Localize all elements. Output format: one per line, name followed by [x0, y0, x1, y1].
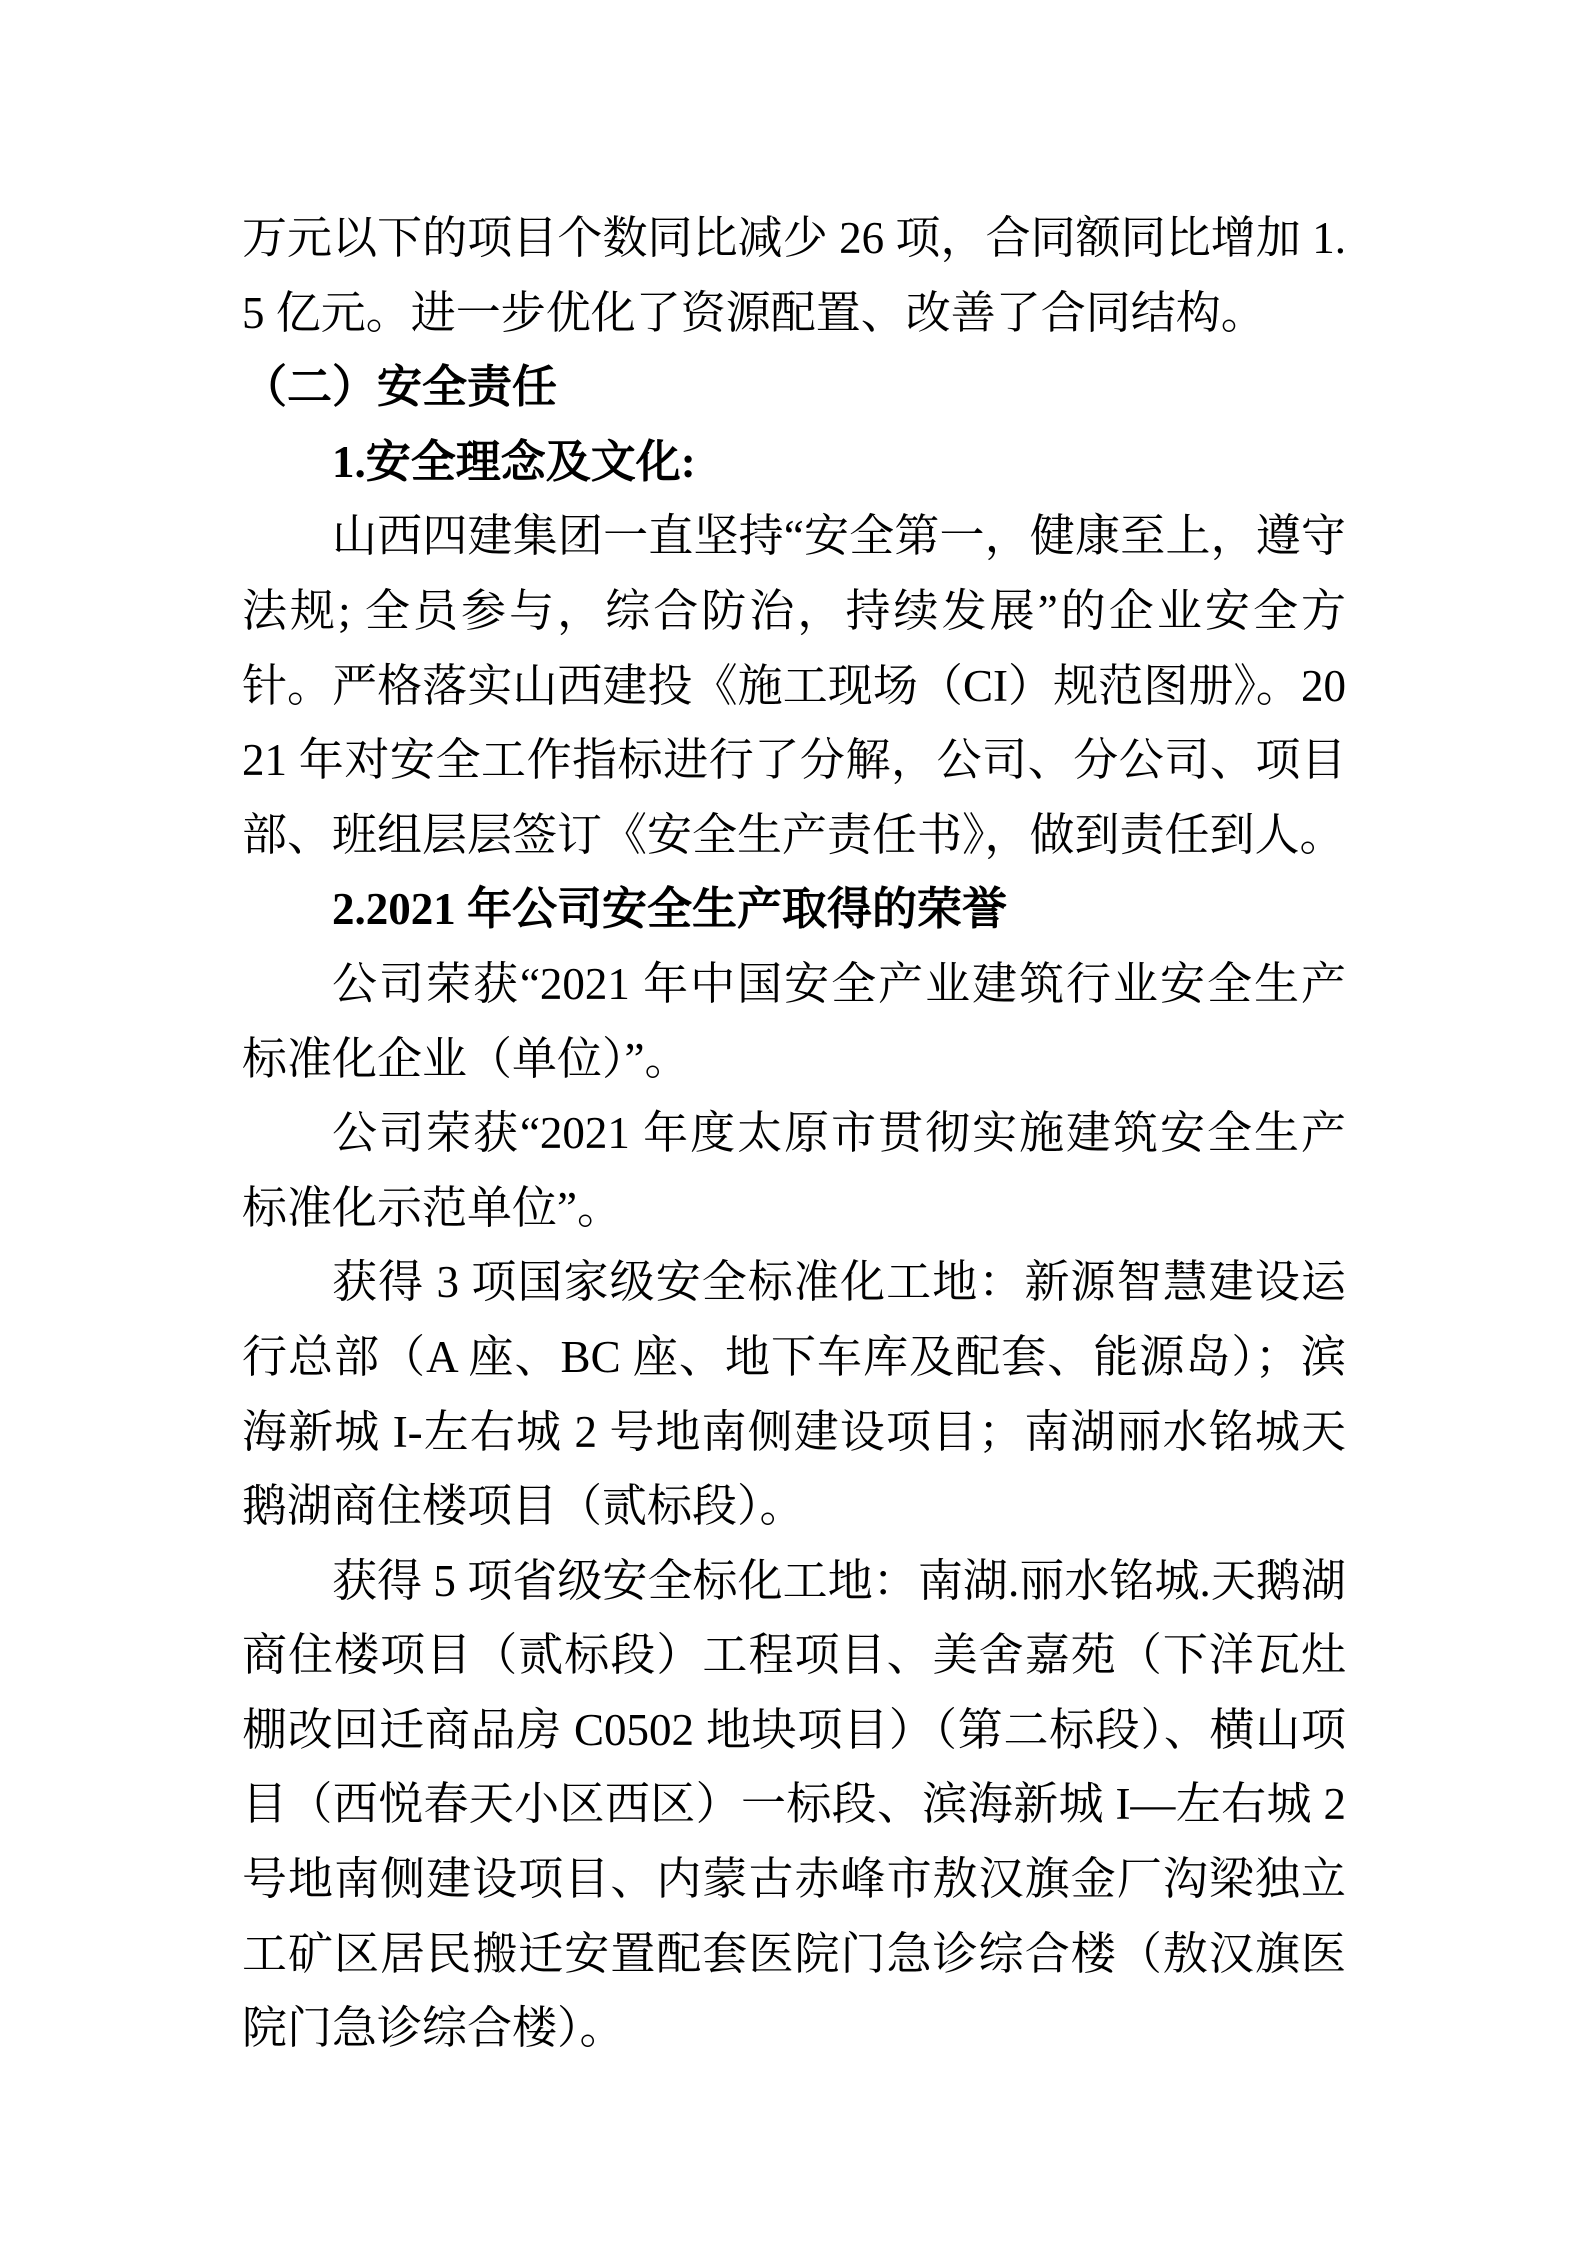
body-paragraph: 公司荣获“2021 年中国安全产业建筑行业安全生产标准化企业（单位）”。: [242, 958, 1346, 1084]
section-heading: 2.2021 年公司安全生产取得的荣誉: [332, 884, 1008, 935]
section-heading: （二）安全责任: [242, 362, 558, 413]
body-paragraph: 公司荣获“2021 年度太原市贯彻实施建筑安全生产标准化示范单位”。: [242, 1108, 1346, 1233]
body-paragraph: 万元以下的项目个数同比减少 26 项，合同额同比增加 1.5 亿元。进一步优化了资源配置、改善了合同结构。: [242, 213, 1346, 338]
body-paragraph: 获得 5 项省级安全标化工地：南湖.丽水铭城.天鹅湖商住楼项目（贰标段）工程项目、美舍嘉苑（下洋瓦灶棚改回迁商品房 C0502 地块项目）（第二标段）、横山项目（西悦春天小区西区）一标段、滨海新城 I—左右城 2 号地南侧建设项目、内蒙古赤峰市敖汉旗金厂沟梁独立工矿区居民搬迁安置配套医院门急诊综合楼（敖汉旗医院门急诊综合楼）。: [242, 1555, 1346, 2054]
body-paragraph: 山西四建集团一直坚持“安全第一，健康至上，遵守法规; 全员参与，综合防治，持续发展”的企业安全方针。严格落实山西建投《施工现场（CI）规范图册》。2021 年对安全工作指标进行了分解，公司、分公司、项目部、班组层层签订《安全生产责任书》，做到责任到人。: [242, 511, 1346, 860]
document-text-block: [242, 201, 1346, 2066]
section-heading: 1.安全理念及文化:: [332, 436, 696, 487]
body-paragraph: 获得 3 项国家级安全标准化工地：新源智慧建设运行总部（A 座、BC 座、地下车库及配套、能源岛）；滨海新城 I-左右城 2 号地南侧建设项目；南湖丽水铭城天鹅湖商住楼项目（贰标段）。: [242, 1257, 1346, 1532]
